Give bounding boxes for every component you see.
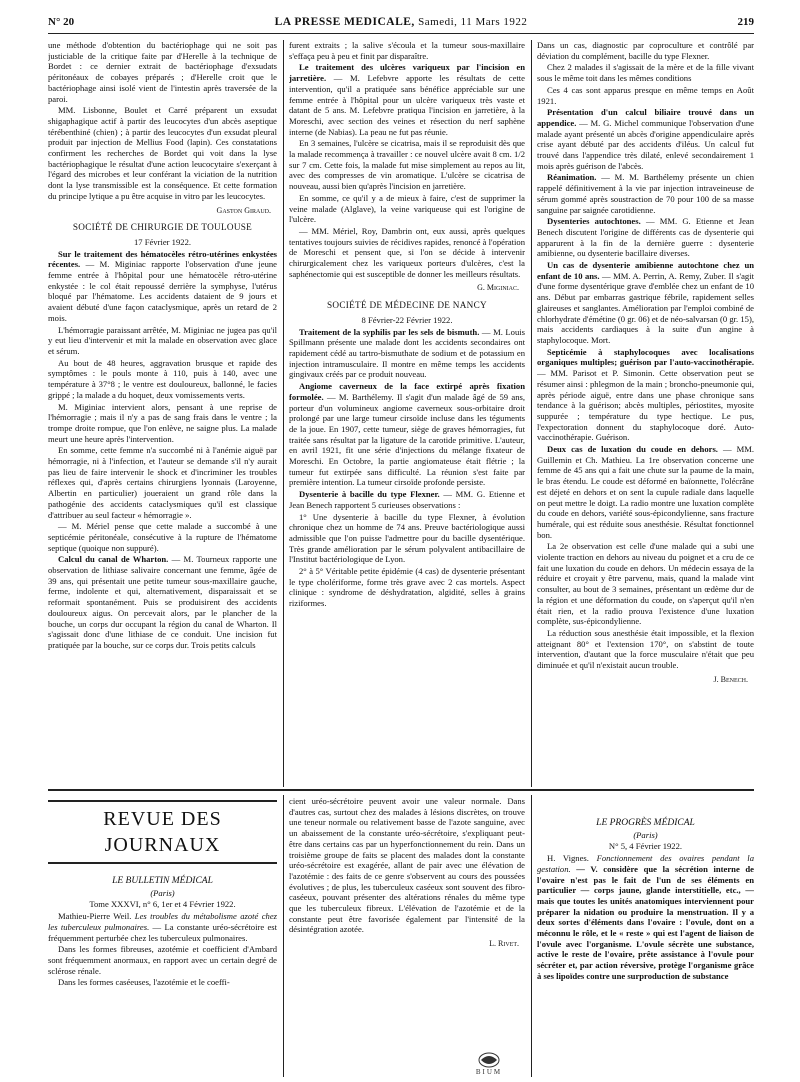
issue-date: Samedi, 11 Mars 1922: [418, 16, 528, 28]
paragraph: H. Vignes. Fonctionnement des ovaires pendant la gestation. — V. considère que la sécrétion interne de l'ovaire n'est pas le fait de l'un de ses éléments en particulier — corps jaune, glande interstitielle, etc., — mais que toutes les unités anatomiques interviennent pour préparer la nidation ou produire la menstruation. Il y a deux sortes d'éléments dans l'ovaire : l'ovule, dont on a méconnu le rôle, et le « reste » qui est l'agent de liaison de l'ovule avec l'organisme. L'ovule sécrète une substance, active le reste de l'ovaire, prête assistance à l'ovule pour sécréter et, par action réversive, protège l'organisme grâce à ses lipoïdes contre une surproduction de substance: [537, 853, 754, 981]
journal-name: LE BULLETIN MÉDICAL: [112, 876, 213, 886]
signature: Gaston Giraud.: [216, 205, 271, 215]
paragraph: Dysenteries autochtones. — MM. G. Etienne et Jean Benech discutent l'origine de différents cas de dysenterie qui apparurent à la fin de la dernière guerre : dysenterie amibienne, ou dysenterie bacillaire diverses.: [537, 216, 754, 259]
paragraph: — M. Mériel pense que cette malade a succombé à une septicémie péritonéale, consécutive à la rupture de l'hématome septique (quoique non suppuré).: [48, 521, 277, 553]
paragraph: MM. Lisbonne, Boulet et Carré préparent un exsudat shigaphagique actif à partir des leucocytes d'un abcès aseptique térébenthiné (chien) ; à partir des leucocytes d'un exsudat pleural produit par injection de Mellius Food (lapin). Ces constatations confirment les recherches de Bordet qui voit dans la lyse bactériophagique le résultat d'une action leucocytaire s'exerçant à l'égard des microbes et leur conférant la viciation de la nutrition dont la lyse transmissible est la conséquence. Et cette formation du principe lytique a pu être acquise in vitro par les leucocytes.: [48, 105, 277, 201]
paragraph: Mathieu-Pierre Weil. Les troubles du métabolisme azoté chez les tuberculeux pulmonaires. — La constante uréo-sécrétoire est fréquemment perturbée chez les tuberculeux pulmonaires.: [48, 911, 277, 943]
paragraph: Chez 2 malades il s'agissait de la mère et de la fille vivant sous le même toit dans les mêmes conditions: [537, 62, 754, 84]
revue-column-1: [48, 796, 277, 1078]
paragraph: Un cas de dysenterie amibienne autochtone chez un enfant de 10 ans. — MM. A. Perrin, A. Remy, Zuber. Il s'agit d'une forme dysentérique grave d'emblée chez un enfant de 10 ans. Début par embarras gastrique fébrile, rapidement selles glaireuses et sanglantes. Amélioration par l'emploi combiné de chlorhydrate d'émétine (0 gr. 06) et de néo-salvarsan (0 gr. 15), mais accidents cardiaques à la suite d'un angine à staphylocoque. Mort.: [537, 260, 754, 345]
paragraph: La réduction sous anesthésie était impossible, et la flexion atteignant 80° et l'extension 170°, on s'abstint de toute intervention, d'autant que la force musculaire n'était que peu diminuée et qu'il n'existait aucun trouble.: [537, 627, 754, 671]
paragraph: Dans les formes caséeuses, l'azotémie et le coeffi-: [58, 977, 230, 988]
paragraph: furent extraits ; la salive s'écoula et la tumeur sous-maxillaire s'effaça peu à peu et finit par disparaître.: [289, 40, 525, 61]
column-rule-4: [531, 795, 532, 1077]
paragraph: M. Miginiac intervient alors, pensant à une reprise de l'hémorragie ; mais il n'y a pas de sang frais dans le ventre ; la trompe droite rompue, que l'on enlève, ne saigne plus. La malade meurt une heure après l'intervention.: [48, 401, 277, 444]
paragraph: Ces 4 cas sont apparus presque en même temps en Août 1921.: [537, 84, 754, 106]
paragraph: Traitement de la syphilis par les sels de bismuth. — M. Louis Spillmann présente une malade dont les accidents secondaires ont rapidement cédé au tartro-bismuthate de sodium et de potassium en injection intramusculaire. Il montre en même temps les accidents gingivaux créés par ce produit nouveau.: [289, 326, 525, 380]
paragraph: L'hémorragie paraissant arrêtée, M. Miginiac ne jugea pas qu'il y eut lieu d'intervenir et mit la malade en observation avec glace et sérum.: [48, 324, 277, 356]
paragraph: Calcul du canal de Wharton. — M. Tourneux rapporte une observation de lithiase salivaire concernant une femme, âgée de 39 ans, qui présentait une petite tumeur sous-maxillaire gauche, ferme, indolente et qui, alternativement, disparaissait et se reformait spontanément. Puis se produisirent des accidents douloureux aigus. On percevait alors, par le plancher de la bouche, un corps dur occupant la région du canal de Wharton. Il s'agissait donc d'une lithiase de ce conduit. Une incision fut pratiquée par la bouche, sur ce corps dur. Trois petits calculs: [48, 554, 277, 650]
paragraph: En somme, cette femme n'a succombé ni à l'anémie aiguë par hémorragie, ni à l'infection, et l'auteur se demande s'il n'y aurait pas lieu de faire intervenir le shock et d'incriminer les troubles réflexes qui, d'après certains chirurgiens lyonnais (Laroyenne, Albertin en particulier) joueraient un grand rôle dans la pathogénie des accidents cataclysmiques qu'il est classique d'attribuer au seul facteur « hémorragie ».: [48, 445, 277, 520]
paragraph: Septicémie à staphylocoques avec localisations organiques multiples; guérison par l'auto-vaccinothérapie. — MM. Parisot et P. Simonin. Cette observation peut se résumer ainsi : phlegmon de la main ; broncho-pneumonie qui, après période aiguë, entre dans une phase chronique sans tendance à la guérison; abcès multiples, périostites, myosite suppurée ; température du type hectique. Le pus, l'expectoration donnent du staphylocoque doré. Auto-vaccinothérapie. Guérison.: [537, 346, 754, 443]
column-rule-1: [283, 40, 284, 787]
paragraph: Au bout de 48 heures, aggravation brusque et rapide des symptômes : le pouls monte à 110, puis à 140, avec une température à 37°8 ; le ventre est douloureux, ballonné, le facies grippé ; la malade a du hoquet, deux vomissements verts.: [48, 357, 277, 400]
column-rule-3: [283, 795, 284, 1077]
section-date: 8 Février-22 Février 1922.: [361, 314, 453, 325]
journal-city: (Paris): [150, 887, 175, 898]
paragraph: Présentation d'un calcul biliaire trouvé dans un appendice. — M. G. Michel communique l'observation d'une malade ayant présenté un abcès d'origine appendiculaire après crise ayant débuté par des accidents d'iléus. Un calcul fut trouvé dans l'appendice très dilaté, enlevé secondairement 1 mois après guérison de l'abcès.: [537, 107, 754, 171]
signature: L. Rivet.: [489, 939, 519, 949]
header-rule: [48, 33, 754, 34]
journal-name: LE PROGRÈS MÉDICAL: [596, 818, 695, 828]
paragraph: Réanimation. — M. M. Barthélemy présente un chien rappelé définitivement à la vie par injection intraveineuse de sérum gommé après soustraction de 70 pour 100 de sa masse sanguine par saignée carotidienne.: [537, 172, 754, 215]
paragraph: Le traitement des ulcères variqueux par l'incision en jarretière. — M. Lefebvre apporte les résultats de cette intervention, qu'il a pratiquée sans bénéfice appréciable sur une femme entrée à l'hôpital pour un ulcère variqueux très vaste et datant de 5 ans. M. Lefebvre pratiqua l'incision en jarretière, à la Moreschi, avec section des veines et résection du nerf saphène interne (de Nabias). La peau ne fut pas réunie.: [289, 62, 525, 137]
column-2: [289, 40, 525, 788]
paragraph: En 3 semaines, l'ulcère se cicatrisa, mais il se reproduisit dès que la malade recommença à travailler : ce nouvel ulcère avait 8 cm. 1/2 sur 7 cm. Cette fois, la malade fut mise simplement au repos au lit, avec des compresses de vin aromatique. L'ulcère se cicatrisa de nouveau, aussi bien qu'après l'incision en jarretière.: [289, 138, 525, 192]
paragraph: 2° à 5° Véritable petite épidémie (4 cas) de dysenterie présentant le type cholériforme, forme très grave avec 2 cas mortels. Aspect clinique : syndrome de déshydratation, algidité, selles à grains riziformes.: [289, 566, 525, 609]
column-1: [48, 40, 277, 788]
library-stamp: [454, 1050, 524, 1076]
column-rule-2: [531, 40, 532, 787]
journal-issue: N° 5, 4 Février 1922.: [608, 841, 683, 852]
issue-number: N° 20: [48, 16, 75, 28]
paragraph: Deux cas de luxation du coude en dehors. — MM. Guillemin et Ch. Mathieu. La 1re observation concerne une femme de 45 ans qui a fait une chute sur la paume de la main, le bras étendu. Le coude est déformé en baïonnette, l'olécrâne est déjeté en dehors et on sent la cupule radiale dans laquelle on peut mettre le doigt. La radio montre une luxation complète du coude en dehors, variété sous-épicondylienne, sans fracture humérale, qui est réduite sous anesthésie. Résultat fonctionnel bon.: [537, 444, 754, 540]
paragraph: — MM. Mériel, Roy, Dambrin ont, eux aussi, après quelques tentatives toujours suivies de récidives rapides, renoncé à l'opération de Moreschi et pensent que, si l'on se décide à intervenir chirurgicalement chez les variqueux porteurs d'ulcères, c'est la saphénectomie qui est susceptible de donner les meilleurs résultats.: [289, 225, 525, 279]
revue-title: REVUE DES JOURNAUX: [48, 800, 277, 864]
section-heading: SOCIÉTÉ DE MÉDECINE DE NANCY: [327, 300, 487, 311]
paragraph: une méthode d'obtention du bactériophage qui ne soit pas justiciable de la critique faite par d'Herelle à la technique de Bordet : ce dernier extrait de bactériophage d'exsudats péritonéaux de cobayes préparés ; d'Herelle croit que le bactériophage ainsi isolé vient de l'intestin après traversée de la paroi.: [48, 40, 277, 104]
revue-column-3: [537, 796, 754, 1078]
journal-title: LA PRESSE MEDICALE, Samedi, 11 Mars 1922: [274, 16, 528, 28]
section-date: 17 Février 1922.: [133, 236, 192, 247]
paragraph: 1° Une dysenterie à bacille du type Flexner, à évolution chronique chez un homme de 74 ans. Preuve bactériologique aussi admissible que l'on puisse l'admettre pour du bacille dysentérique. Très grande amélioration par le sérum polyvalent antibacillaire de l'Institut bactériologique de Lyon.: [289, 511, 525, 565]
stamp-text: BIUM: [475, 1068, 503, 1076]
section-heading: SOCIÉTÉ DE CHIRURGIE DE TOULOUSE: [72, 222, 253, 233]
signature: G. Miginiac.: [477, 283, 519, 293]
page-header: [48, 17, 754, 31]
paragraph: Dans les formes fibreuses, azotémie et coefficient d'Ambard sont fréquemment anormaux, en rapport avec un certain degré de sclérose rénale.: [48, 944, 277, 976]
paragraph: cient uréo-sécrétoire peuvent avoir une valeur normale. Dans d'autres cas, surtout chez des malades à lésions discrètes, on trouve une teneur normale ou relativement basse de l'azote sanguine, avec un abaissement de la constante uréo-sécrétoire, s'expliquant peut-être dans certains cas par un hyperfonctionnement du rein. Dans un troisième groupe de faits se placent des malades dont la constante uréo-sécrétoire est exagérée, allant de pair avec une élévation de l'azotémie : des faits de ce genre s'observent au cours des poussées évolutives ; de plus, les tuberculeux caséeux sont souvent des fibro-caséeux, pouvant présenter des altérations rénales du même type que les tuberculeux fibreux. L'élévation de l'azotémie et de la constante peut être favorisée également par l'intensité de la désintégration azotée.: [289, 796, 525, 935]
paragraph: Dans un cas, diagnostic par coproculture et contrôlé par déviation du complément, bacille du type Flexner.: [537, 40, 754, 61]
paragraph: Sur le traitement des hématocèles rétro-utérines enkystées récentes. — M. Miginiac rapporte l'observation d'une jeune femme entrée à l'hôpital pour une hématocèle rétro-utérine enkystée : le col était repoussé derrière la symphyse, l'utérus bloqué par l'hématome. Les accidents dataient de 9 jours et avaient débuté d'une façon cataclysmique, après un retard de 2 mois.: [48, 248, 277, 323]
column-3: [537, 40, 754, 788]
paragraph: En somme, ce qu'il y a de mieux à faire, c'est de supprimer la veine malade (Alglave), la veine variqueuse qui est l'origine de l'ulcère.: [289, 192, 525, 225]
paragraph: Angiome caverneux de la face extirpé après fixation formolée. — M. Barthélemy. Il s'agit d'un malade âgé de 59 ans, porteur d'un volumineux angiome caverneux sous-orbitaire droit prolongé par une large tumeur cirsoïde incluse dans les téguments de la joue. En 1907, cette tumeur, siège de graves hémorragies, fut traitée sans résultat par la ligature de la carotide primitive. L'auteur, en avril 1921, fit une série d'injections du mélange fixateur de Moreschi. En Octobre, la partie angiomateuse était flétrie ; la tumeur fut extirpée sans difficulté. La réunion s'est faite par première intention. La tumeur cirsoïde profonde persiste.: [289, 381, 525, 488]
page-number: 219: [737, 16, 754, 28]
journal-city: (Paris): [633, 829, 658, 840]
section-rule: [48, 789, 754, 791]
revue-column-2: [289, 796, 525, 1078]
journal-issue: Tome XXXVI, n° 6, 1er et 4 Février 1922.: [89, 899, 236, 910]
signature: J. Benech.: [713, 674, 748, 684]
paragraph: La 2e observation est celle d'une malade qui a subi une violente traction en dehors au niveau du poignet et a cru de ce fait une luxation du coude en dehors. Un médecin essaya de la réduire et croyait y être parvenu, mais, quand la malade vint consulter, au bout de 3 semaines, présentant un œdème dur de la région et une déformation du coude, on s'aperçut qu'il n'en était rien, et la radio prouva l'existence d'une luxation complète, sus-épicondylienne.: [537, 541, 754, 627]
paragraph: Dysenterie à bacille du type Flexner. — MM. G. Etienne et Jean Benech rapportent 5 curieuses observations :: [289, 489, 525, 510]
stamp-mark: [481, 1056, 497, 1064]
